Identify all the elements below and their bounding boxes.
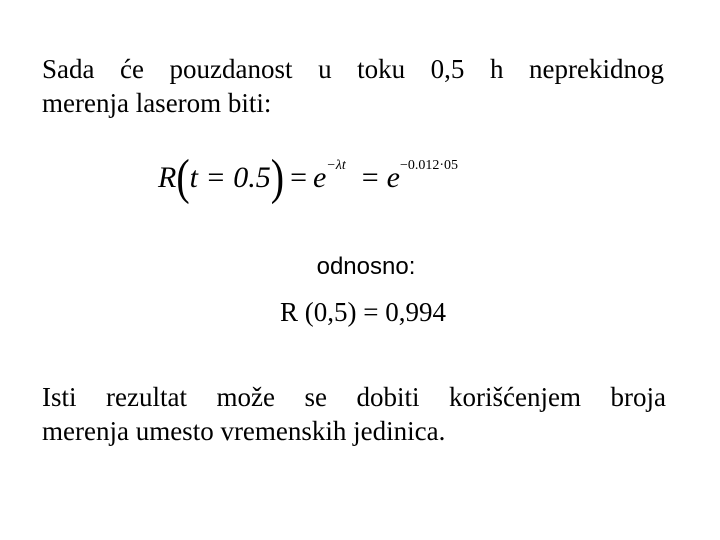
intro-line-2: merenja laserom biti:: [42, 88, 272, 118]
intro-line-1: Sada će pouzdanost u toku 0,5 h neprekidnog: [42, 54, 664, 84]
odnosno-label: odnosno:: [316, 253, 416, 280]
reliability-formula: [158, 148, 459, 205]
conclusion-paragraph: [42, 380, 666, 448]
formula-e-2: e: [386, 161, 400, 194]
formula-arg-text: t = 0.5: [189, 161, 271, 194]
formula-exponent-1: −λt: [326, 158, 346, 173]
formula-close-paren: ): [270, 148, 285, 205]
formula-equals-1: =: [290, 161, 307, 194]
conclusion-line-2: merenja umesto vremenskih jedinica.: [42, 416, 446, 446]
conclusion-line-1: Isti rezultat može se dobiti korišćenjem broja: [42, 382, 666, 412]
formula-e-1: e: [313, 161, 327, 194]
formula-r: R: [158, 161, 177, 194]
intro-paragraph: [42, 52, 664, 120]
formula-exponent-2: −0.012·05: [399, 158, 459, 173]
formula-open-paren: (: [176, 148, 190, 205]
formula-argument: [190, 161, 271, 195]
result-value: R (0,5) = 0,994: [280, 297, 446, 327]
formula-equals-2: =: [361, 161, 379, 194]
